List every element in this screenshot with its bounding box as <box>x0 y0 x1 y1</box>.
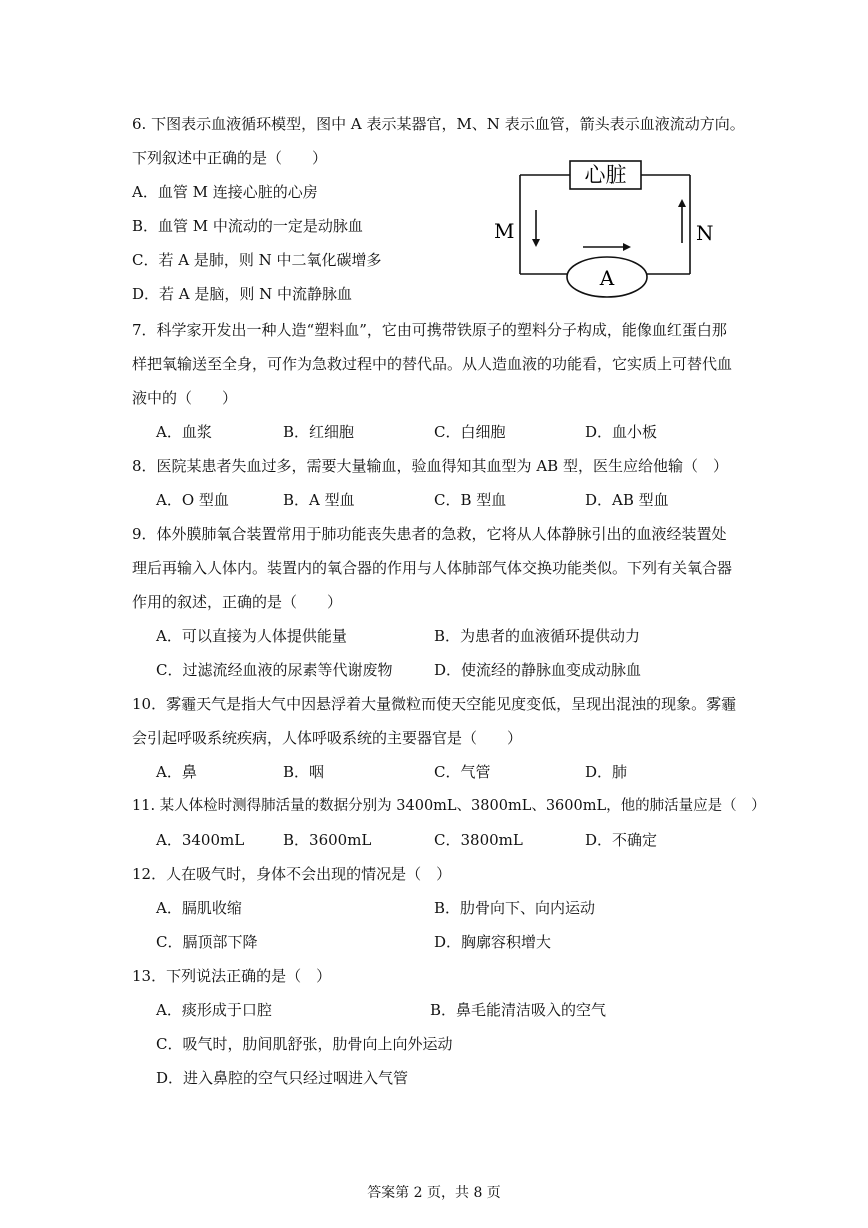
organ-a-label: A <box>599 266 615 290</box>
q8-option-b: B．A 型血 <box>283 491 355 509</box>
q6-option-c: C．若 A 是肺，则 N 中二氧化碳增多 <box>132 251 382 269</box>
q12-option-b: B．肋骨向下、向内运动 <box>434 899 596 917</box>
heart-label: 心脏 <box>584 163 627 187</box>
q12-option-a: A．膈肌收缩 <box>156 899 242 917</box>
q10-stem-line-2: 会引起呼吸系统疾病，人体呼吸系统的主要器官是（ ） <box>132 729 523 747</box>
q9-stem-line-3: 作用的叙述，正确的是（ ） <box>132 593 343 611</box>
vessel-n-label: N <box>696 221 714 245</box>
q8-stem-line-1: 8．医院某患者失血过多，需要大量输血，验血得知其血型为 AB 型，医生应给他输（ ） <box>132 457 728 475</box>
q8-option-a: A．O 型血 <box>156 491 229 509</box>
q7-option-c: C．白细胞 <box>434 423 506 441</box>
q11-option-c: C．3800mL <box>434 831 523 849</box>
q6-option-d: D．若 A 是脑，则 N 中流静脉血 <box>132 285 353 303</box>
q13-option-a: A．痰形成于口腔 <box>156 1001 272 1019</box>
q13-option-d: D．进入鼻腔的空气只经过咽进入气管 <box>156 1069 409 1087</box>
q7-stem-line-3: 液中的（ ） <box>132 389 238 407</box>
q13-option-c: C．吸气时，肋间肌舒张，肋骨向上向外运动 <box>156 1035 453 1053</box>
q7-option-d: D．血小板 <box>585 423 658 441</box>
q10-option-a: A．鼻 <box>156 763 197 781</box>
q7-option-a: A．血浆 <box>156 423 212 441</box>
q11-option-d: D．不确定 <box>585 831 658 849</box>
circulation-diagram <box>487 155 717 310</box>
q8-option-c: C．B 型血 <box>434 491 507 509</box>
q7-stem-line-1: 7．科学家开发出一种人造“塑料血”，它由可携带铁原子的塑料分子构成，能像血红蛋白那 <box>132 321 727 339</box>
vessel-m-label: M <box>494 219 515 243</box>
q6-stem-line-2: 下列叙述中正确的是（ ） <box>132 149 328 167</box>
q9-option-a: A．可以直接为人体提供能量 <box>156 627 347 645</box>
q13-option-b: B．鼻毛能清洁吸入的空气 <box>430 1001 607 1019</box>
q9-option-d: D．使流经的静脉血变成动脉血 <box>434 661 642 679</box>
q10-option-c: C．气管 <box>434 763 491 781</box>
q11-option-a: A．3400mL <box>156 831 245 849</box>
q7-stem-line-2: 样把氧输送至全身，可作为急救过程中的替代品。从人造血液的功能看，它实质上可替代血 <box>132 355 733 373</box>
q9-option-c: C．过滤流经血液的尿素等代谢废物 <box>156 661 393 679</box>
q7-option-b: B．红细胞 <box>283 423 355 441</box>
q13-stem-line-1: 13．下列说法正确的是（ ） <box>132 967 332 985</box>
page-footer: 答案第 2 页，共 8 页 <box>367 1185 501 1201</box>
q9-stem-line-1: 9．体外膜肺氧合装置常用于肺功能丧失患者的急救，它将从人体静脉引出的血液经装置处 <box>132 525 727 543</box>
q10-option-b: B．咽 <box>283 763 325 781</box>
q9-option-b: B．为患者的血液循环提供动力 <box>434 627 641 645</box>
q9-stem-line-2: 理后再输入人体内。装置内的氧合器的作用与人体肺部气体交换功能类似。下列有关氧合器 <box>132 559 733 577</box>
q6-option-b: B．血管 M 中流动的一定是动脉血 <box>132 217 363 235</box>
q6-option-a: A．血管 M 连接心脏的心房 <box>132 183 318 201</box>
q6-stem-line-1: 6. 下图表示血液循环模型，图中 A 表示某器官，M、N 表示血管，箭头表示血液流动方向。 <box>132 115 745 133</box>
q12-stem-line-1: 12．人在吸气时，身体不会出现的情况是（ ） <box>132 865 452 883</box>
q11-stem-line-1: 11. 某人体检时测得肺活量的数据分别为 3400mL、3800mL、3600mL，他的肺活量应是（ ） <box>132 798 766 814</box>
q12-option-d: D．胸廓容积增大 <box>434 933 552 951</box>
q10-stem-line-1: 10．雾霾天气是指大气中因悬浮着大量微粒而使天空能见度变低，呈现出混浊的现象。雾霾 <box>132 695 737 713</box>
q8-option-d: D．AB 型血 <box>585 491 669 509</box>
q12-option-c: C．膈顶部下降 <box>156 933 258 951</box>
q11-option-b: B．3600mL <box>283 831 372 849</box>
q10-option-d: D．肺 <box>585 763 628 781</box>
